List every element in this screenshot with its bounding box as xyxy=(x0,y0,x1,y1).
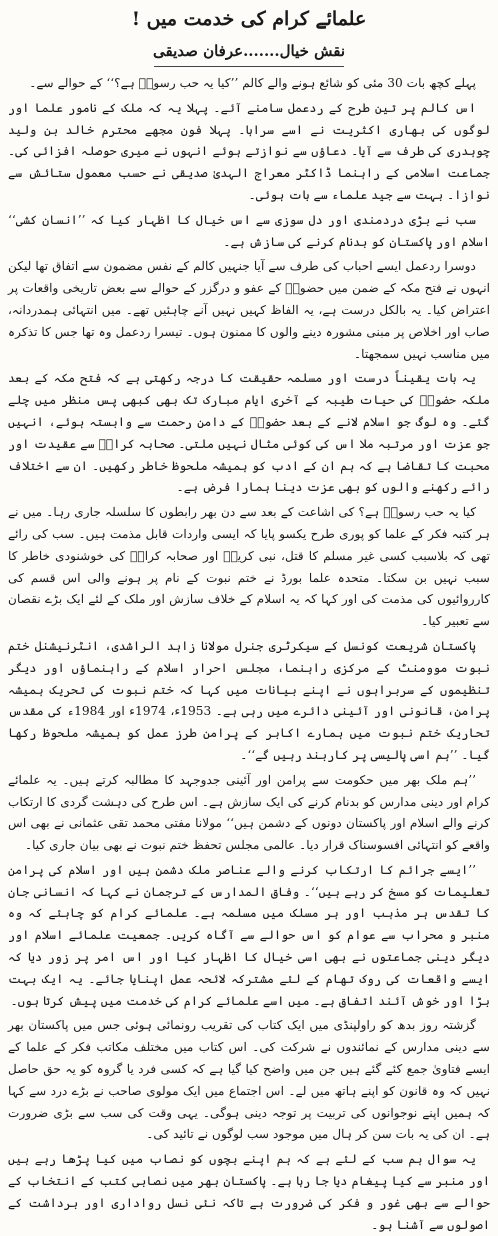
article-paragraph: ’’ایسے جرائم کا ارتکاب کرنے والے عناصر ملک دشمن ہیں اور اسلام کی پرامن تعلیمات کو مسخ کر رہے ہیں‘‘۔ وفاق المدارس کے ترجمان نے کہا کہ انسانی جان کا تقدس ہر مذہب اور ہر مسلک میں مسلمہ ہے۔ علمائے کرام کو چاہئے کہ وہ منبر و محراب سے عوام کو اس حوالے سے آگاہ کریں۔ جمعیت علمائے اسلام اور دیگر دینی جماعتوں نے بھی اسی خیال کا اظہار کیا اور اس امر پر زور دیا کہ ایسے واقعات کی روک تھام کے لئے مشترکہ لائحہ عمل اپنایا جائے۔ یہ ایک بہت بڑا اور خوش آئند اتفاق ہے۔ میں اسے علمائے کرام کی خدمت میں پیش کرتا ہوں۔ xyxy=(8,862,490,1008)
article-paragraph: پہلے کچھ بات 30 مئی کو شائع ہونے والے کالم ’’کیا یہ حب رسولؐ ہے؟‘‘ کے حوالے سے۔ xyxy=(29,76,476,90)
article-paragraph: اس کالم پر تین طرح کے ردعمل سامنے آئے۔ پہلا یہ کہ ملک کے نامور علما اور لوگوں کی بھاری اکثریت نے اسے سراہا۔ پہلا فون مجھے محترم خالد بن ولید چوہدری کی طرف سے آیا۔ دعاؤں سے نوازتے ہوئے انہوں نے میری حوصلہ افزائی کی۔ جماعت اسلامی کے راہنما ڈاکٹر معراج الہدیٰ صدیقی نے حسب معمول ستائش سے نوازا۔ بہت سے جید علماء سے بات ہوئی۔ xyxy=(8,100,490,202)
article-paragraph: یہ بات یقیناً درست اور مسلمہ حقیقت کا درجہ رکھتی ہے کہ فتح مکہ کے بعد ملکہ حضورؐ کی حیات طیبہ کے آخری ایام مبارک تک بھی کبھی پس منظر میں چلے گئے۔ وہ لوگ جو اسلام لانے کے بعد حضورؐ کے دامن رحمت سے وابستہ ہوئے، انہیں جو عزت اور مرتبہ ملا اس کی کوئی مثال نہیں ملتی۔ صحابہ کرامؓ سے عقیدت اور محبت کا تقاضا ہے کہ ہم ان کے ادب کو ہمیشہ ملحوظ خاطر رکھیں۔ ان سے اختلاف رائے رکھنے والوں کو بھی عزت دینا ہمارا فرض ہے۔ xyxy=(8,371,490,495)
article-paragraph: دوسرا ردعمل ایسے احباب کی طرف سے آیا جنہیں کالم کے نفس مضمون سے اتفاق تھا لیکن انہوں نے فتح مکہ کے ضمن میں حضورؐ کے عفو و درگزر کے حوالے سے بعض تاریخی واقعات پر اعتراض کیا۔ یہ بالکل درست ہے، یہ الفاظ کہیں نہیں آنے چاہئیں تھے۔ میں انتہائی ہمدردانہ، صاب اور اخلاص پر مبنی مشورہ دینے والوں کا ممنون ہوں۔ تیسرا ردعمل وہ تھا جس کا تذکرہ میں مناسب نہیں سمجھتا۔ xyxy=(8,259,490,361)
article-byline: نقش خیال.......عرفان صدیقی xyxy=(152,42,345,60)
article-paragraph: سب نے بڑی دردمندی اور دل سوزی سے اس خیال کا اظہار کیا کہ ’’انسان کشی‘‘ اسلام اور پاکستان کو بدنام کرنے کی سازش ہے۔ xyxy=(8,212,490,249)
article-paragraph: یہ سوال ہم سب کے لئے ہے کہ ہم اپنے بچوں کو نصاب میں کیا پڑھا رہے ہیں اور منبر سے کیا پیغام دیا جا رہا ہے۔ پاکستان بھر میں نصابی کتب کے انتخاب کے حوالے سے بھی غور و فکر کی ضرورت ہے تاکہ نئی نسل رواداری اور برداشت کے اصولوں سے آشنا ہو۔ xyxy=(8,1152,490,1232)
article-paragraph: کیا یہ حب رسولؐ ہے؟ کی اشاعت کے بعد سے دن بھر رابطوں کا سلسلہ جاری رہا۔ میں نے ہر کتبہ فکر کے علما کو پوری طرح یکسو پایا کہ ایسی واردات قابل مذمت ہیں۔ سب کی رائے تھی کہ بلاسبب کسی غیر مسلم کا قتل، نبی کریمؐ اور صحابہ کرامؓ کی خوشنودی خاطر کا سبب نہیں بن سکتا۔ متحدہ علما بورڈ نے ختم نبوت کے نام پر ہونے والی اس قسم کی کارروائیوں کی مذمت کی اور کہا کہ یہ اسلام کے خلاف سازش اور ملک کے لئے ایک بڑے نقصان سے تعبیر کیا۔ xyxy=(8,505,490,629)
article-paragraph: گزشتہ روز بدھ کو راولپنڈی میں ایک کتاب کی تقریب رونمائی ہوئی جس میں پاکستان بھر سے دینی مدارس کے نمائندوں نے شرکت کی۔ اس کتاب میں مختلف مکاتب فکر کے علما کے ایسے فتاویٰ جمع کئے گئے ہیں جن میں واضح کیا گیا ہے کہ کسی فرد یا گروہ کو یہ حق حاصل نہیں کہ وہ قانون کو اپنے ہاتھ میں لے۔ اس اجتماع میں ایک مولوی صاحب نے بڑے درد سے کہا کہ ہمیں اپنے نوجوانوں کی تربیت پر توجہ دینی ہوگی۔ یہی وقت کی سب سے بڑی ضرورت ہے۔ ان کی یہ بات سن کر ہال میں موجود سب لوگوں نے تائید کی۔ xyxy=(8,1018,490,1142)
article-paragraph: ’’ہم ملک بھر میں حکومت سے پرامن اور آئینی جدوجہد کا مطالبہ کرتے ہیں۔ یہ علمائے کرام اور دینی مدارس کو بدنام کرنے کی ایک سازش ہے۔ اس طرح کی دہشت گردی کا ارتکاب کرنے والے اسلام اور پاکستان دونوں کے دشمن ہیں‘‘ مولانا مفتی محمد تقی عثمانی نے بھی اس واقعے کو انتہائی افسوسناک قرار دیا۔ عالمی مجلس تحفظ ختم نبوت نے بھی بیان جاری کیا۔ xyxy=(8,772,490,853)
article-body xyxy=(8,73,490,1236)
article-paragraph: پاکستان شریعت کونسل کے سیکرٹری جنرل مولانا زاہد الراشدی، انٹرنیشنل ختم نبوت موومنٹ کے مرکزی راہنما، مجلس احرار اسلام کے راہنماؤں اور دیگر تنظیموں کے سربراہوں نے اپنے بیانات میں کہا کہ ختم نبوت کی تحریک ہمیشہ پرامن، قانونی اور آئینی دائرے میں رہی ہے۔ 1953ء، 1974ء اور 1984ء کی مقدس تحاریک ختم نبوت میں ہمارے اکابر کے پرامن طرز عمل کو ہمیشہ ملحوظ رکھا گیا۔ ’’ہم اسی پالیسی پر کاربند رہیں گے‘‘۔ xyxy=(8,638,490,762)
byline-divider xyxy=(154,66,344,67)
article-title: علمائے کرام کی خدمت میں ! xyxy=(131,8,367,30)
